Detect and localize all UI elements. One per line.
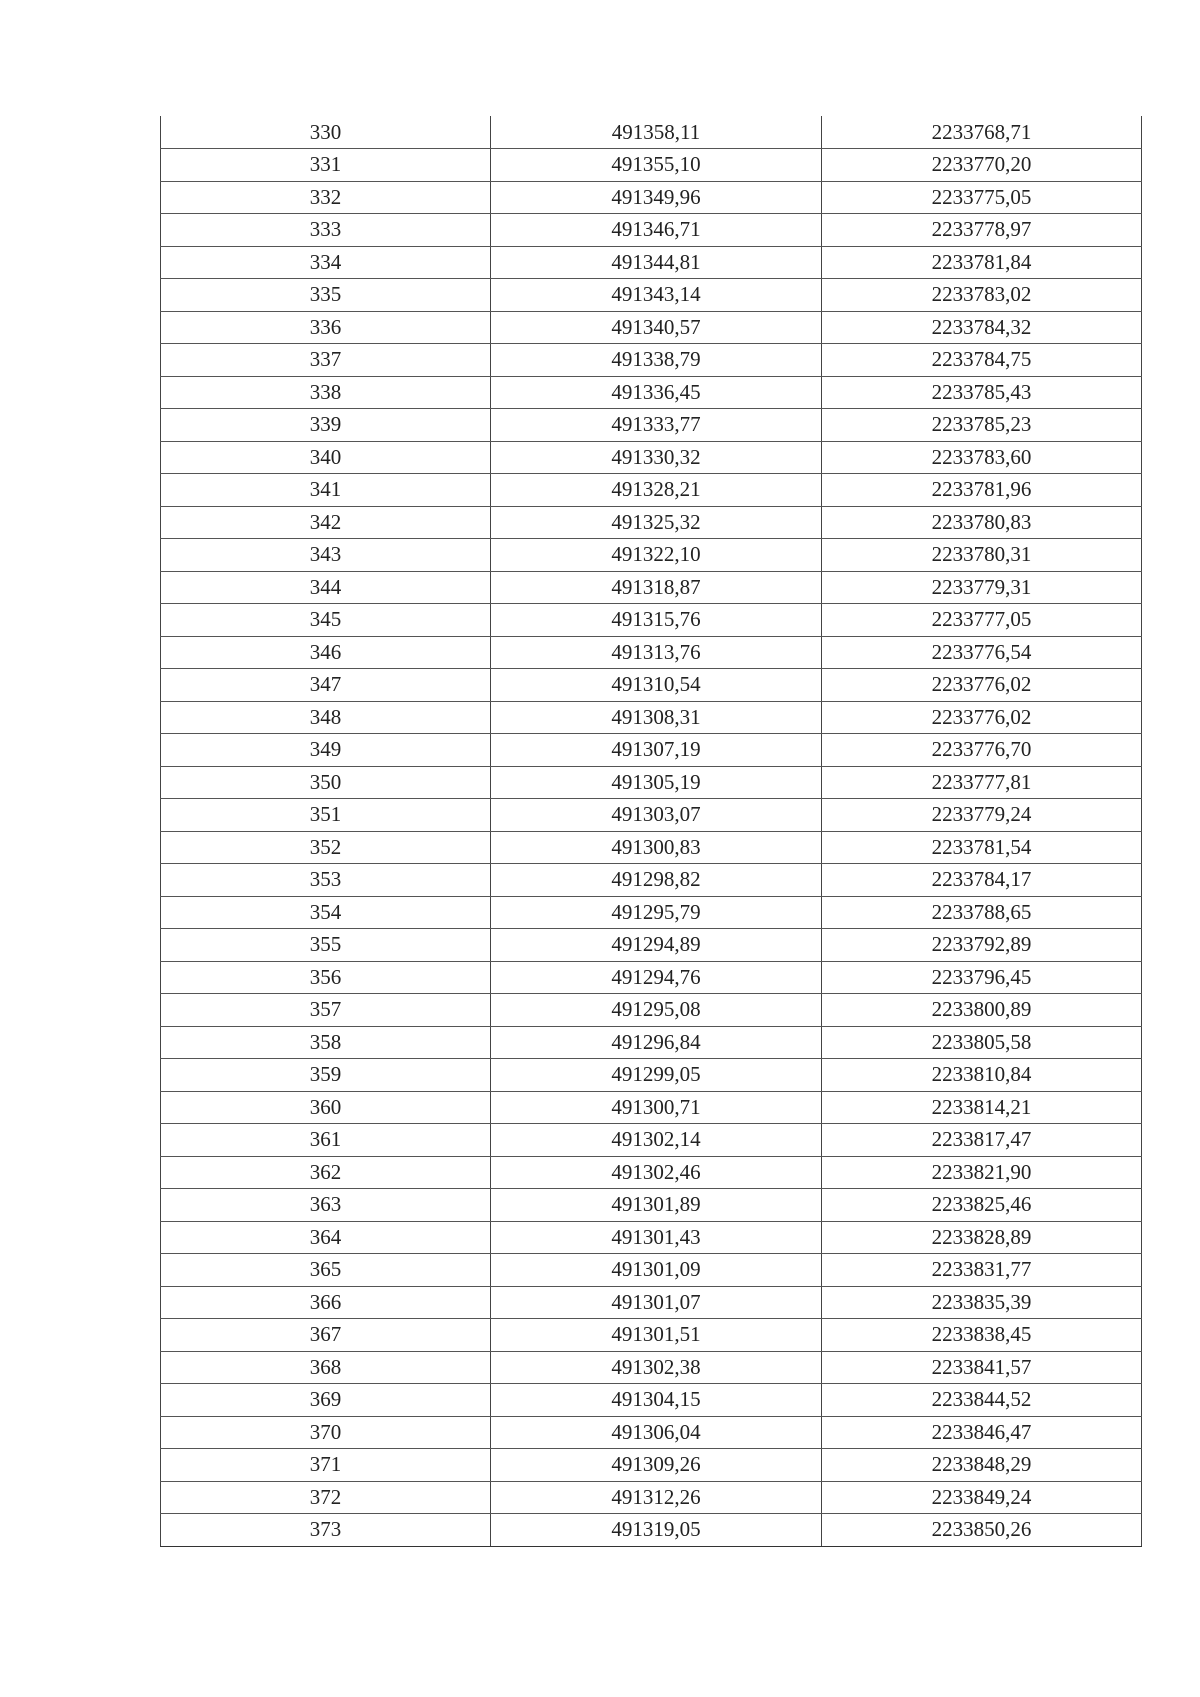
point-number-cell: 373 bbox=[161, 1514, 491, 1547]
point-number-cell: 368 bbox=[161, 1351, 491, 1384]
table-row bbox=[161, 766, 1142, 799]
point-number-cell: 363 bbox=[161, 1189, 491, 1222]
point-number-cell: 346 bbox=[161, 636, 491, 669]
point-number-cell: 343 bbox=[161, 539, 491, 572]
y-coordinate-cell: 2233781,96 bbox=[822, 474, 1142, 507]
point-number-cell: 358 bbox=[161, 1026, 491, 1059]
y-coordinate-cell: 2233785,43 bbox=[822, 376, 1142, 409]
y-coordinate-cell: 2233776,54 bbox=[822, 636, 1142, 669]
table-row bbox=[161, 701, 1142, 734]
x-coordinate-cell: 491295,79 bbox=[491, 896, 822, 929]
x-coordinate-cell: 491358,11 bbox=[491, 116, 822, 149]
table-row bbox=[161, 669, 1142, 702]
y-coordinate-cell: 2233817,47 bbox=[822, 1124, 1142, 1157]
coordinates-table-body bbox=[161, 116, 1142, 1546]
table-row bbox=[161, 506, 1142, 539]
y-coordinate-cell: 2233770,20 bbox=[822, 149, 1142, 182]
x-coordinate-cell: 491300,71 bbox=[491, 1091, 822, 1124]
table-row bbox=[161, 1156, 1142, 1189]
y-coordinate-cell: 2233828,89 bbox=[822, 1221, 1142, 1254]
point-number-cell: 341 bbox=[161, 474, 491, 507]
x-coordinate-cell: 491299,05 bbox=[491, 1059, 822, 1092]
y-coordinate-cell: 2233849,24 bbox=[822, 1481, 1142, 1514]
x-coordinate-cell: 491309,26 bbox=[491, 1449, 822, 1482]
point-number-cell: 342 bbox=[161, 506, 491, 539]
x-coordinate-cell: 491333,77 bbox=[491, 409, 822, 442]
table-row bbox=[161, 1286, 1142, 1319]
x-coordinate-cell: 491340,57 bbox=[491, 311, 822, 344]
x-coordinate-cell: 491343,14 bbox=[491, 279, 822, 312]
table-row bbox=[161, 409, 1142, 442]
y-coordinate-cell: 2233779,31 bbox=[822, 571, 1142, 604]
point-number-cell: 354 bbox=[161, 896, 491, 929]
table-row bbox=[161, 571, 1142, 604]
y-coordinate-cell: 2233776,70 bbox=[822, 734, 1142, 767]
point-number-cell: 370 bbox=[161, 1416, 491, 1449]
y-coordinate-cell: 2233848,29 bbox=[822, 1449, 1142, 1482]
point-number-cell: 360 bbox=[161, 1091, 491, 1124]
point-number-cell: 355 bbox=[161, 929, 491, 962]
x-coordinate-cell: 491310,54 bbox=[491, 669, 822, 702]
point-number-cell: 352 bbox=[161, 831, 491, 864]
table-row bbox=[161, 1221, 1142, 1254]
y-coordinate-cell: 2233777,05 bbox=[822, 604, 1142, 637]
table-row bbox=[161, 344, 1142, 377]
point-number-cell: 340 bbox=[161, 441, 491, 474]
y-coordinate-cell: 2233775,05 bbox=[822, 181, 1142, 214]
x-coordinate-cell: 491318,87 bbox=[491, 571, 822, 604]
point-number-cell: 369 bbox=[161, 1384, 491, 1417]
coordinates-table bbox=[160, 116, 1142, 1547]
point-number-cell: 349 bbox=[161, 734, 491, 767]
point-number-cell: 372 bbox=[161, 1481, 491, 1514]
point-number-cell: 362 bbox=[161, 1156, 491, 1189]
x-coordinate-cell: 491301,09 bbox=[491, 1254, 822, 1287]
point-number-cell: 364 bbox=[161, 1221, 491, 1254]
x-coordinate-cell: 491306,04 bbox=[491, 1416, 822, 1449]
x-coordinate-cell: 491302,46 bbox=[491, 1156, 822, 1189]
point-number-cell: 334 bbox=[161, 246, 491, 279]
y-coordinate-cell: 2233783,02 bbox=[822, 279, 1142, 312]
table-row bbox=[161, 181, 1142, 214]
point-number-cell: 371 bbox=[161, 1449, 491, 1482]
table-row bbox=[161, 961, 1142, 994]
x-coordinate-cell: 491319,05 bbox=[491, 1514, 822, 1547]
x-coordinate-cell: 491349,96 bbox=[491, 181, 822, 214]
x-coordinate-cell: 491301,89 bbox=[491, 1189, 822, 1222]
x-coordinate-cell: 491344,81 bbox=[491, 246, 822, 279]
table-row bbox=[161, 1059, 1142, 1092]
y-coordinate-cell: 2233810,84 bbox=[822, 1059, 1142, 1092]
x-coordinate-cell: 491300,83 bbox=[491, 831, 822, 864]
x-coordinate-cell: 491294,76 bbox=[491, 961, 822, 994]
point-number-cell: 336 bbox=[161, 311, 491, 344]
point-number-cell: 331 bbox=[161, 149, 491, 182]
y-coordinate-cell: 2233777,81 bbox=[822, 766, 1142, 799]
table-row bbox=[161, 864, 1142, 897]
point-number-cell: 361 bbox=[161, 1124, 491, 1157]
x-coordinate-cell: 491336,45 bbox=[491, 376, 822, 409]
x-coordinate-cell: 491305,19 bbox=[491, 766, 822, 799]
x-coordinate-cell: 491303,07 bbox=[491, 799, 822, 832]
y-coordinate-cell: 2233788,65 bbox=[822, 896, 1142, 929]
point-number-cell: 330 bbox=[161, 116, 491, 149]
x-coordinate-cell: 491330,32 bbox=[491, 441, 822, 474]
point-number-cell: 357 bbox=[161, 994, 491, 1027]
point-number-cell: 338 bbox=[161, 376, 491, 409]
x-coordinate-cell: 491312,26 bbox=[491, 1481, 822, 1514]
table-row bbox=[161, 896, 1142, 929]
x-coordinate-cell: 491338,79 bbox=[491, 344, 822, 377]
table-row bbox=[161, 734, 1142, 767]
point-number-cell: 365 bbox=[161, 1254, 491, 1287]
x-coordinate-cell: 491308,31 bbox=[491, 701, 822, 734]
y-coordinate-cell: 2233835,39 bbox=[822, 1286, 1142, 1319]
x-coordinate-cell: 491325,32 bbox=[491, 506, 822, 539]
y-coordinate-cell: 2233800,89 bbox=[822, 994, 1142, 1027]
x-coordinate-cell: 491315,76 bbox=[491, 604, 822, 637]
y-coordinate-cell: 2233814,21 bbox=[822, 1091, 1142, 1124]
point-number-cell: 345 bbox=[161, 604, 491, 637]
x-coordinate-cell: 491302,38 bbox=[491, 1351, 822, 1384]
x-coordinate-cell: 491307,19 bbox=[491, 734, 822, 767]
point-number-cell: 359 bbox=[161, 1059, 491, 1092]
y-coordinate-cell: 2233768,71 bbox=[822, 116, 1142, 149]
y-coordinate-cell: 2233805,58 bbox=[822, 1026, 1142, 1059]
point-number-cell: 353 bbox=[161, 864, 491, 897]
y-coordinate-cell: 2233850,26 bbox=[822, 1514, 1142, 1547]
table-row bbox=[161, 1416, 1142, 1449]
point-number-cell: 347 bbox=[161, 669, 491, 702]
table-row bbox=[161, 1254, 1142, 1287]
point-number-cell: 348 bbox=[161, 701, 491, 734]
table-row bbox=[161, 311, 1142, 344]
table-row bbox=[161, 214, 1142, 247]
point-number-cell: 333 bbox=[161, 214, 491, 247]
table-row bbox=[161, 1091, 1142, 1124]
y-coordinate-cell: 2233779,24 bbox=[822, 799, 1142, 832]
table-row bbox=[161, 246, 1142, 279]
table-row bbox=[161, 1351, 1142, 1384]
y-coordinate-cell: 2233825,46 bbox=[822, 1189, 1142, 1222]
point-number-cell: 350 bbox=[161, 766, 491, 799]
x-coordinate-cell: 491313,76 bbox=[491, 636, 822, 669]
x-coordinate-cell: 491301,51 bbox=[491, 1319, 822, 1352]
table-row bbox=[161, 831, 1142, 864]
y-coordinate-cell: 2233838,45 bbox=[822, 1319, 1142, 1352]
point-number-cell: 351 bbox=[161, 799, 491, 832]
point-number-cell: 344 bbox=[161, 571, 491, 604]
x-coordinate-cell: 491322,10 bbox=[491, 539, 822, 572]
x-coordinate-cell: 491298,82 bbox=[491, 864, 822, 897]
point-number-cell: 332 bbox=[161, 181, 491, 214]
point-number-cell: 339 bbox=[161, 409, 491, 442]
table-row bbox=[161, 1514, 1142, 1547]
table-row bbox=[161, 149, 1142, 182]
y-coordinate-cell: 2233796,45 bbox=[822, 961, 1142, 994]
table-row bbox=[161, 1026, 1142, 1059]
y-coordinate-cell: 2233784,32 bbox=[822, 311, 1142, 344]
table-row bbox=[161, 279, 1142, 312]
table-row bbox=[161, 539, 1142, 572]
table-row bbox=[161, 1189, 1142, 1222]
y-coordinate-cell: 2233784,75 bbox=[822, 344, 1142, 377]
table-row bbox=[161, 441, 1142, 474]
x-coordinate-cell: 491294,89 bbox=[491, 929, 822, 962]
table-row bbox=[161, 474, 1142, 507]
y-coordinate-cell: 2233780,31 bbox=[822, 539, 1142, 572]
y-coordinate-cell: 2233776,02 bbox=[822, 701, 1142, 734]
table-row bbox=[161, 636, 1142, 669]
table-row bbox=[161, 929, 1142, 962]
table-row bbox=[161, 1384, 1142, 1417]
x-coordinate-cell: 491304,15 bbox=[491, 1384, 822, 1417]
y-coordinate-cell: 2233784,17 bbox=[822, 864, 1142, 897]
y-coordinate-cell: 2233783,60 bbox=[822, 441, 1142, 474]
y-coordinate-cell: 2233781,54 bbox=[822, 831, 1142, 864]
y-coordinate-cell: 2233792,89 bbox=[822, 929, 1142, 962]
y-coordinate-cell: 2233844,52 bbox=[822, 1384, 1142, 1417]
y-coordinate-cell: 2233821,90 bbox=[822, 1156, 1142, 1189]
point-number-cell: 337 bbox=[161, 344, 491, 377]
table-row bbox=[161, 799, 1142, 832]
x-coordinate-cell: 491301,43 bbox=[491, 1221, 822, 1254]
table-row bbox=[161, 1449, 1142, 1482]
x-coordinate-cell: 491301,07 bbox=[491, 1286, 822, 1319]
y-coordinate-cell: 2233785,23 bbox=[822, 409, 1142, 442]
x-coordinate-cell: 491302,14 bbox=[491, 1124, 822, 1157]
x-coordinate-cell: 491346,71 bbox=[491, 214, 822, 247]
table-row bbox=[161, 376, 1142, 409]
point-number-cell: 335 bbox=[161, 279, 491, 312]
y-coordinate-cell: 2233778,97 bbox=[822, 214, 1142, 247]
table-row bbox=[161, 604, 1142, 637]
point-number-cell: 366 bbox=[161, 1286, 491, 1319]
point-number-cell: 367 bbox=[161, 1319, 491, 1352]
x-coordinate-cell: 491296,84 bbox=[491, 1026, 822, 1059]
x-coordinate-cell: 491355,10 bbox=[491, 149, 822, 182]
y-coordinate-cell: 2233846,47 bbox=[822, 1416, 1142, 1449]
table-row bbox=[161, 1481, 1142, 1514]
y-coordinate-cell: 2233781,84 bbox=[822, 246, 1142, 279]
point-number-cell: 356 bbox=[161, 961, 491, 994]
y-coordinate-cell: 2233776,02 bbox=[822, 669, 1142, 702]
table-row bbox=[161, 1319, 1142, 1352]
x-coordinate-cell: 491295,08 bbox=[491, 994, 822, 1027]
y-coordinate-cell: 2233841,57 bbox=[822, 1351, 1142, 1384]
table-row bbox=[161, 994, 1142, 1027]
table-row bbox=[161, 116, 1142, 149]
x-coordinate-cell: 491328,21 bbox=[491, 474, 822, 507]
y-coordinate-cell: 2233780,83 bbox=[822, 506, 1142, 539]
y-coordinate-cell: 2233831,77 bbox=[822, 1254, 1142, 1287]
table-row bbox=[161, 1124, 1142, 1157]
